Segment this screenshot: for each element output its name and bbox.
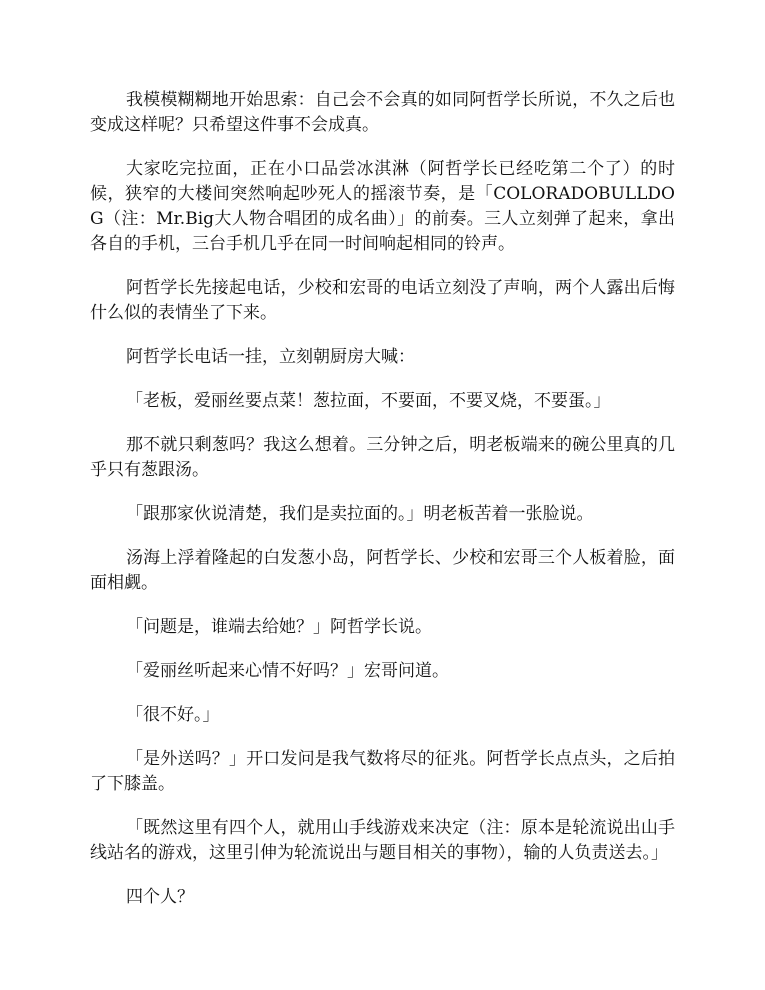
- paragraph-6: 那不就只剩葱吗？我这么想着。三分钟之后，明老板端来的碗公里真的几乎只有葱跟汤。: [90, 435, 675, 480]
- paragraph-12: 「是外送吗？」开口发问是我气数将尽的征兆。阿哲学长点点头，之后拍了下膝盖。: [90, 749, 675, 794]
- paragraph-13: 「既然这里有四个人，就用山手线游戏来决定（注：原本是轮流说出山手线站名的游戏，这里引伸为轮流说出与题目相关的事物），输的人负责送去。」: [90, 818, 675, 863]
- paragraph-4: 阿哲学长电话一挂，立刻朝厨房大喊：: [126, 347, 415, 367]
- paragraph-7: 「跟那家伙说清楚，我们是卖拉面的。」明老板苦着一张脸说。: [126, 504, 594, 524]
- paragraph-1: 我模模糊糊地开始思索：自己会不会真的如同阿哲学长所说，不久之后也变成这样呢？只希望这件事不会成真。: [90, 90, 675, 135]
- paragraph-14: 四个人？: [126, 887, 194, 907]
- paragraph-10: 「爱丽丝听起来心情不好吗？」宏哥问道。: [126, 661, 449, 681]
- paragraph-2: 大家吃完拉面，正在小口品尝冰淇淋（阿哲学长已经吃第二个了）的时候，狭窄的大楼间突然响起吵死人的摇滚节奏，是「COLORADOBULLDOG（注：Mr.Big大人物合唱团的成名曲）」的前奏。三人立刻弹了起来，拿出各自的手机，三台手机几乎在同一时间响起相同的铃声。: [90, 159, 675, 254]
- paragraph-3: 阿哲学长先接起电话，少校和宏哥的电话立刻没了声响，两个人露出后悔什么似的表情坐了下来。: [90, 278, 675, 323]
- paragraph-8: 汤海上浮着隆起的白发葱小岛，阿哲学长、少校和宏哥三个人板着脸，面面相觑。: [90, 548, 675, 593]
- paragraph-9: 「问题是，谁端去给她？」阿哲学长说。: [126, 617, 432, 637]
- paragraph-11: 「很不好。」: [126, 705, 220, 725]
- document-page: [90, 88, 675, 929]
- paragraph-5: 「老板，爱丽丝要点菜！葱拉面，不要面，不要叉烧，不要蛋。」: [126, 391, 611, 411]
